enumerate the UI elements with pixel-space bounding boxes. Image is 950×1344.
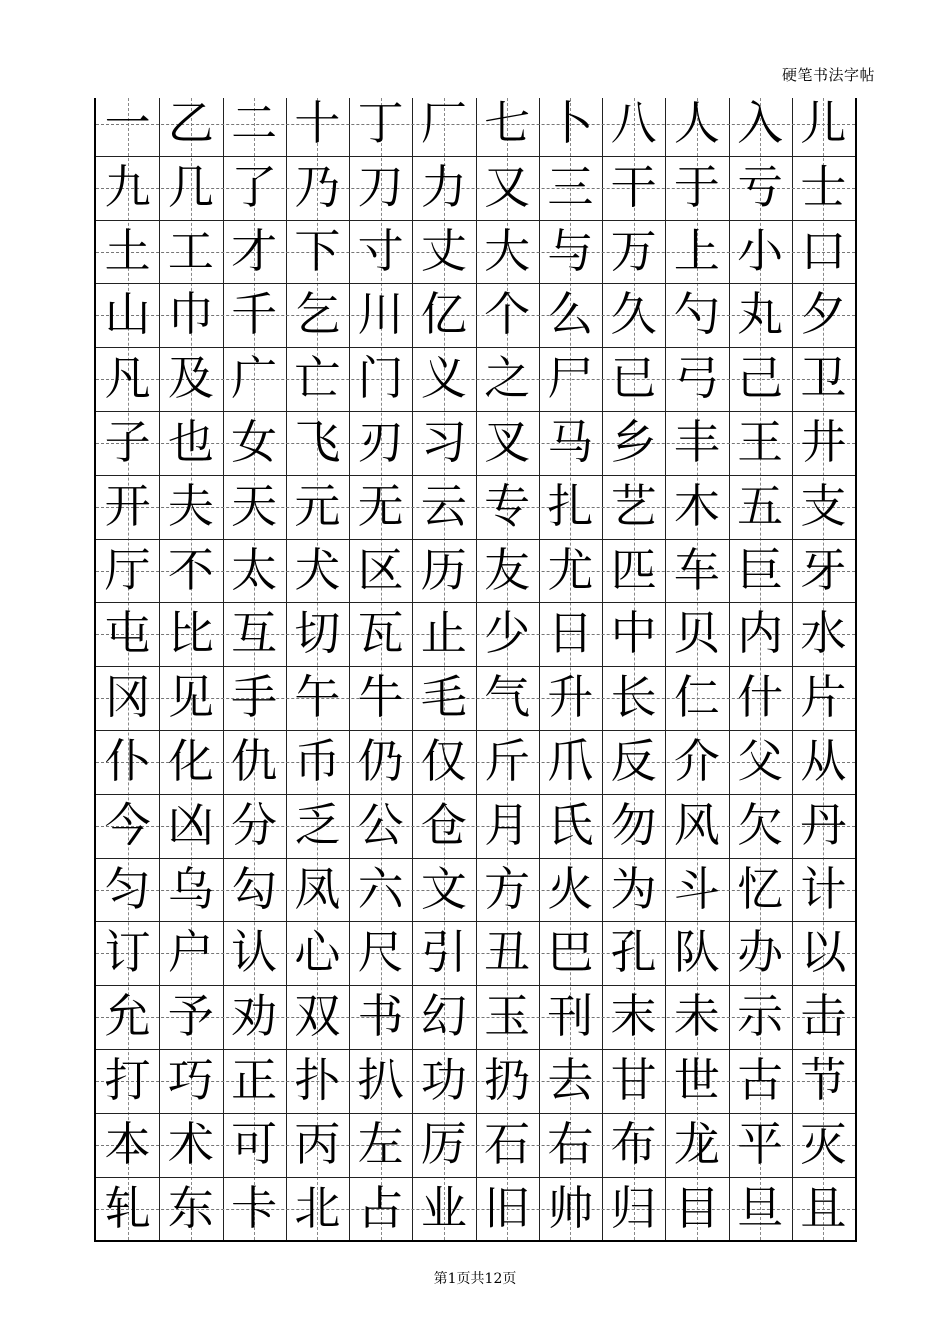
page-header-title: 硬笔书法字帖 — [782, 66, 876, 84]
practice-character: 队 — [673, 925, 720, 980]
practice-character: 月 — [484, 797, 531, 852]
practice-character: 孔 — [610, 925, 657, 980]
practice-character: 去 — [547, 1053, 594, 1107]
practice-character: 冈 — [104, 670, 151, 725]
practice-character: 专 — [484, 478, 531, 533]
practice-character: 匀 — [104, 861, 151, 916]
practice-character: 于 — [673, 159, 720, 214]
practice-character: 介 — [673, 734, 720, 788]
practice-character: 手 — [231, 670, 278, 725]
practice-character: 亡 — [294, 351, 341, 406]
practice-character: 仇 — [231, 734, 278, 788]
practice-character: 士 — [800, 159, 847, 214]
practice-character: 力 — [420, 159, 467, 214]
practice-character: 己 — [737, 351, 784, 406]
grid-row-line — [96, 156, 855, 157]
practice-character: 龙 — [673, 1116, 720, 1171]
practice-character: 以 — [800, 925, 847, 980]
practice-character: 少 — [484, 606, 531, 661]
practice-character: 目 — [673, 1180, 720, 1235]
practice-character: 中 — [610, 606, 657, 661]
practice-character: 开 — [104, 478, 151, 533]
grid-row-line — [96, 411, 855, 412]
practice-character: 厉 — [420, 1116, 467, 1171]
practice-character: 工 — [167, 223, 214, 278]
practice-character: 订 — [104, 925, 151, 980]
practice-character: 火 — [547, 861, 594, 916]
grid-row-line — [96, 220, 855, 221]
practice-character: 五 — [737, 478, 784, 533]
practice-character: 友 — [484, 542, 531, 597]
practice-character: 认 — [231, 925, 278, 980]
practice-character: 艺 — [610, 478, 657, 533]
practice-character: 化 — [167, 734, 214, 788]
practice-character: 马 — [547, 415, 594, 469]
practice-character: 今 — [104, 797, 151, 852]
practice-character: 刊 — [547, 989, 594, 1044]
practice-character: 仓 — [420, 797, 467, 852]
practice-character: 也 — [167, 415, 214, 469]
practice-character: 示 — [737, 989, 784, 1044]
practice-character: 丸 — [737, 287, 784, 342]
practice-character: 弓 — [673, 351, 720, 406]
practice-character: 卡 — [231, 1180, 278, 1235]
practice-character: 币 — [294, 734, 341, 788]
grid-row-line — [96, 1113, 855, 1114]
practice-character: 勿 — [610, 797, 657, 852]
practice-character: 二 — [231, 96, 278, 150]
practice-character: 世 — [673, 1053, 720, 1107]
practice-character: 子 — [104, 415, 151, 469]
practice-character: 归 — [610, 1180, 657, 1235]
practice-character: 六 — [357, 861, 404, 916]
practice-character: 双 — [294, 989, 341, 1044]
practice-character: 犬 — [294, 542, 341, 597]
practice-character: 木 — [673, 478, 720, 533]
practice-character: 牛 — [357, 670, 404, 725]
practice-character: 功 — [420, 1053, 467, 1107]
practice-character: 凤 — [294, 861, 341, 916]
practice-character: 互 — [231, 606, 278, 661]
practice-character: 布 — [610, 1116, 657, 1171]
practice-character: 刀 — [357, 159, 404, 214]
practice-character: 厂 — [420, 96, 467, 150]
practice-character: 云 — [420, 478, 467, 533]
practice-character: 太 — [231, 542, 278, 597]
practice-character: 巨 — [737, 542, 784, 597]
grid-row-line — [96, 666, 855, 667]
practice-character: 义 — [420, 351, 467, 406]
practice-character: 口 — [800, 223, 847, 278]
practice-character: 上 — [673, 223, 720, 278]
practice-character: 劝 — [231, 989, 278, 1044]
practice-character: 计 — [800, 861, 847, 916]
practice-character: 匹 — [610, 542, 657, 597]
practice-character: 且 — [800, 1180, 847, 1235]
practice-character: 一 — [104, 96, 151, 150]
page-number: 第1页共12页 — [433, 1271, 517, 1287]
practice-character: 毛 — [420, 670, 467, 725]
practice-character: 予 — [167, 989, 214, 1044]
practice-character: 本 — [104, 1116, 151, 1171]
practice-character: 长 — [610, 670, 657, 725]
practice-character: 儿 — [800, 96, 847, 150]
practice-character: 了 — [231, 159, 278, 214]
grid-row-line — [96, 283, 855, 284]
practice-character: 习 — [420, 415, 467, 469]
practice-character: 方 — [484, 861, 531, 916]
practice-character: 仅 — [420, 734, 467, 788]
practice-character: 门 — [357, 351, 404, 406]
practice-character: 牙 — [800, 542, 847, 597]
practice-character: 山 — [104, 287, 151, 342]
practice-character: 几 — [167, 159, 214, 214]
practice-character: 已 — [610, 351, 657, 406]
practice-character: 亿 — [420, 287, 467, 342]
practice-character: 气 — [484, 670, 531, 725]
practice-character: 东 — [167, 1180, 214, 1235]
practice-character: 左 — [357, 1116, 404, 1171]
practice-character: 乌 — [167, 861, 214, 916]
grid-row-line — [96, 730, 855, 731]
practice-character: 巾 — [167, 287, 214, 342]
practice-character: 凡 — [104, 351, 151, 406]
grid-row-line — [96, 985, 855, 986]
practice-character: 日 — [547, 606, 594, 661]
practice-character: 书 — [357, 989, 404, 1044]
practice-character: 为 — [610, 861, 657, 916]
practice-character: 夫 — [167, 478, 214, 533]
practice-character: 及 — [167, 351, 214, 406]
practice-character: 乏 — [294, 797, 341, 852]
practice-character: 见 — [167, 670, 214, 725]
practice-character: 千 — [231, 287, 278, 342]
practice-character: 玉 — [484, 989, 531, 1044]
practice-character: 丁 — [357, 96, 404, 150]
practice-character: 勾 — [231, 861, 278, 916]
practice-character: 乡 — [610, 415, 657, 469]
grid-row-line — [96, 1049, 855, 1050]
practice-character: 从 — [800, 734, 847, 788]
practice-character: 丈 — [420, 223, 467, 278]
practice-character: 反 — [610, 734, 657, 788]
practice-character: 寸 — [357, 223, 404, 278]
practice-character: 叉 — [484, 415, 531, 469]
practice-character: 仍 — [357, 734, 404, 788]
practice-character: 又 — [484, 159, 531, 214]
grid-row-line — [96, 602, 855, 603]
practice-character: 尸 — [547, 351, 594, 406]
practice-character: 石 — [484, 1116, 531, 1171]
practice-character: 斤 — [484, 734, 531, 788]
practice-character: 广 — [231, 351, 278, 406]
practice-character: 业 — [420, 1180, 467, 1235]
practice-character: 右 — [547, 1116, 594, 1171]
practice-character: 丰 — [673, 415, 720, 469]
practice-character: 欠 — [737, 797, 784, 852]
practice-character: 风 — [673, 797, 720, 852]
practice-character: 旧 — [484, 1180, 531, 1235]
practice-character: 斗 — [673, 861, 720, 916]
practice-character: 幻 — [420, 989, 467, 1044]
practice-character: 水 — [800, 606, 847, 661]
practice-character: 仆 — [104, 734, 151, 788]
practice-character: 历 — [420, 542, 467, 597]
practice-character: 午 — [294, 670, 341, 725]
practice-character: 亏 — [737, 159, 784, 214]
practice-character: 七 — [484, 96, 531, 150]
practice-character: 爪 — [547, 734, 594, 788]
practice-character: 厅 — [104, 542, 151, 597]
practice-character: 勺 — [673, 287, 720, 342]
practice-character: 丑 — [484, 925, 531, 980]
practice-character: 轧 — [104, 1180, 151, 1235]
practice-character: 户 — [167, 925, 214, 980]
grid-row-line — [96, 858, 855, 859]
practice-character: 分 — [231, 797, 278, 852]
practice-character: 引 — [420, 925, 467, 980]
practice-character: 巧 — [167, 1053, 214, 1107]
practice-character: 尤 — [547, 542, 594, 597]
practice-character: 打 — [104, 1053, 151, 1107]
practice-character: 刃 — [357, 415, 404, 469]
practice-character: 贝 — [673, 606, 720, 661]
practice-character: 忆 — [737, 861, 784, 916]
practice-character: 支 — [800, 478, 847, 533]
practice-character: 凶 — [167, 797, 214, 852]
practice-character: 入 — [737, 96, 784, 150]
practice-character: 久 — [610, 287, 657, 342]
practice-character: 扔 — [484, 1053, 531, 1107]
practice-character: 末 — [610, 989, 657, 1044]
practice-character: 扒 — [357, 1053, 404, 1107]
practice-character: 正 — [231, 1053, 278, 1107]
practice-character: 节 — [800, 1053, 847, 1107]
practice-character: 井 — [800, 415, 847, 469]
grid-row-line — [96, 921, 855, 922]
practice-character: 八 — [610, 96, 657, 150]
practice-character: 王 — [737, 415, 784, 469]
practice-character: 么 — [547, 287, 594, 342]
practice-character: 区 — [357, 542, 404, 597]
practice-character: 切 — [294, 606, 341, 661]
practice-character: 人 — [673, 96, 720, 150]
practice-character: 乃 — [294, 159, 341, 214]
practice-character: 什 — [737, 670, 784, 725]
practice-character: 乞 — [294, 287, 341, 342]
practice-character: 万 — [610, 223, 657, 278]
practice-character: 九 — [104, 159, 151, 214]
practice-character: 川 — [357, 287, 404, 342]
practice-character: 占 — [357, 1180, 404, 1235]
practice-character: 内 — [737, 606, 784, 661]
practice-character: 之 — [484, 351, 531, 406]
practice-character: 帅 — [547, 1180, 594, 1235]
practice-character: 氏 — [547, 797, 594, 852]
practice-character: 土 — [104, 223, 151, 278]
practice-character: 可 — [231, 1116, 278, 1171]
practice-character: 仁 — [673, 670, 720, 725]
practice-character: 文 — [420, 861, 467, 916]
practice-character: 扑 — [294, 1053, 341, 1107]
practice-character: 北 — [294, 1180, 341, 1235]
practice-character: 元 — [294, 478, 341, 533]
practice-character: 不 — [167, 542, 214, 597]
practice-character: 心 — [294, 925, 341, 980]
character-practice-grid — [94, 98, 857, 1242]
practice-character: 个 — [484, 287, 531, 342]
practice-character: 灭 — [800, 1116, 847, 1171]
practice-character: 女 — [231, 415, 278, 469]
practice-character: 屯 — [104, 606, 151, 661]
practice-character: 天 — [231, 478, 278, 533]
practice-character: 甘 — [610, 1053, 657, 1107]
practice-character: 与 — [547, 223, 594, 278]
practice-character: 三 — [547, 159, 594, 214]
grid-row-line — [96, 475, 855, 476]
practice-character: 十 — [294, 96, 341, 150]
practice-character: 术 — [167, 1116, 214, 1171]
practice-character: 卜 — [547, 96, 594, 150]
practice-character: 巴 — [547, 925, 594, 980]
grid-row-line — [96, 794, 855, 795]
practice-character: 卫 — [800, 351, 847, 406]
practice-character: 车 — [673, 542, 720, 597]
practice-character: 大 — [484, 223, 531, 278]
practice-character: 允 — [104, 989, 151, 1044]
practice-character: 下 — [294, 223, 341, 278]
practice-character: 止 — [420, 606, 467, 661]
grid-row-line — [96, 347, 855, 348]
practice-character: 小 — [737, 223, 784, 278]
practice-character: 瓦 — [357, 606, 404, 661]
practice-character: 公 — [357, 797, 404, 852]
practice-character: 古 — [737, 1053, 784, 1107]
practice-character: 比 — [167, 606, 214, 661]
practice-character: 无 — [357, 478, 404, 533]
practice-character: 乙 — [167, 96, 214, 150]
practice-character: 平 — [737, 1116, 784, 1171]
practice-character: 丙 — [294, 1116, 341, 1171]
practice-character: 尺 — [357, 925, 404, 980]
practice-character: 办 — [737, 925, 784, 980]
practice-character: 击 — [800, 989, 847, 1044]
practice-character: 旦 — [737, 1180, 784, 1235]
practice-character: 干 — [610, 159, 657, 214]
practice-character: 升 — [547, 670, 594, 725]
practice-character: 才 — [231, 223, 278, 278]
practice-character: 未 — [673, 989, 720, 1044]
grid-row-line — [96, 539, 855, 540]
practice-character: 丹 — [800, 797, 847, 852]
practice-character: 夕 — [800, 287, 847, 342]
practice-character: 飞 — [294, 415, 341, 469]
practice-character: 扎 — [547, 478, 594, 533]
grid-row-line — [96, 1177, 855, 1178]
practice-character: 父 — [737, 734, 784, 788]
practice-character: 片 — [800, 670, 847, 725]
